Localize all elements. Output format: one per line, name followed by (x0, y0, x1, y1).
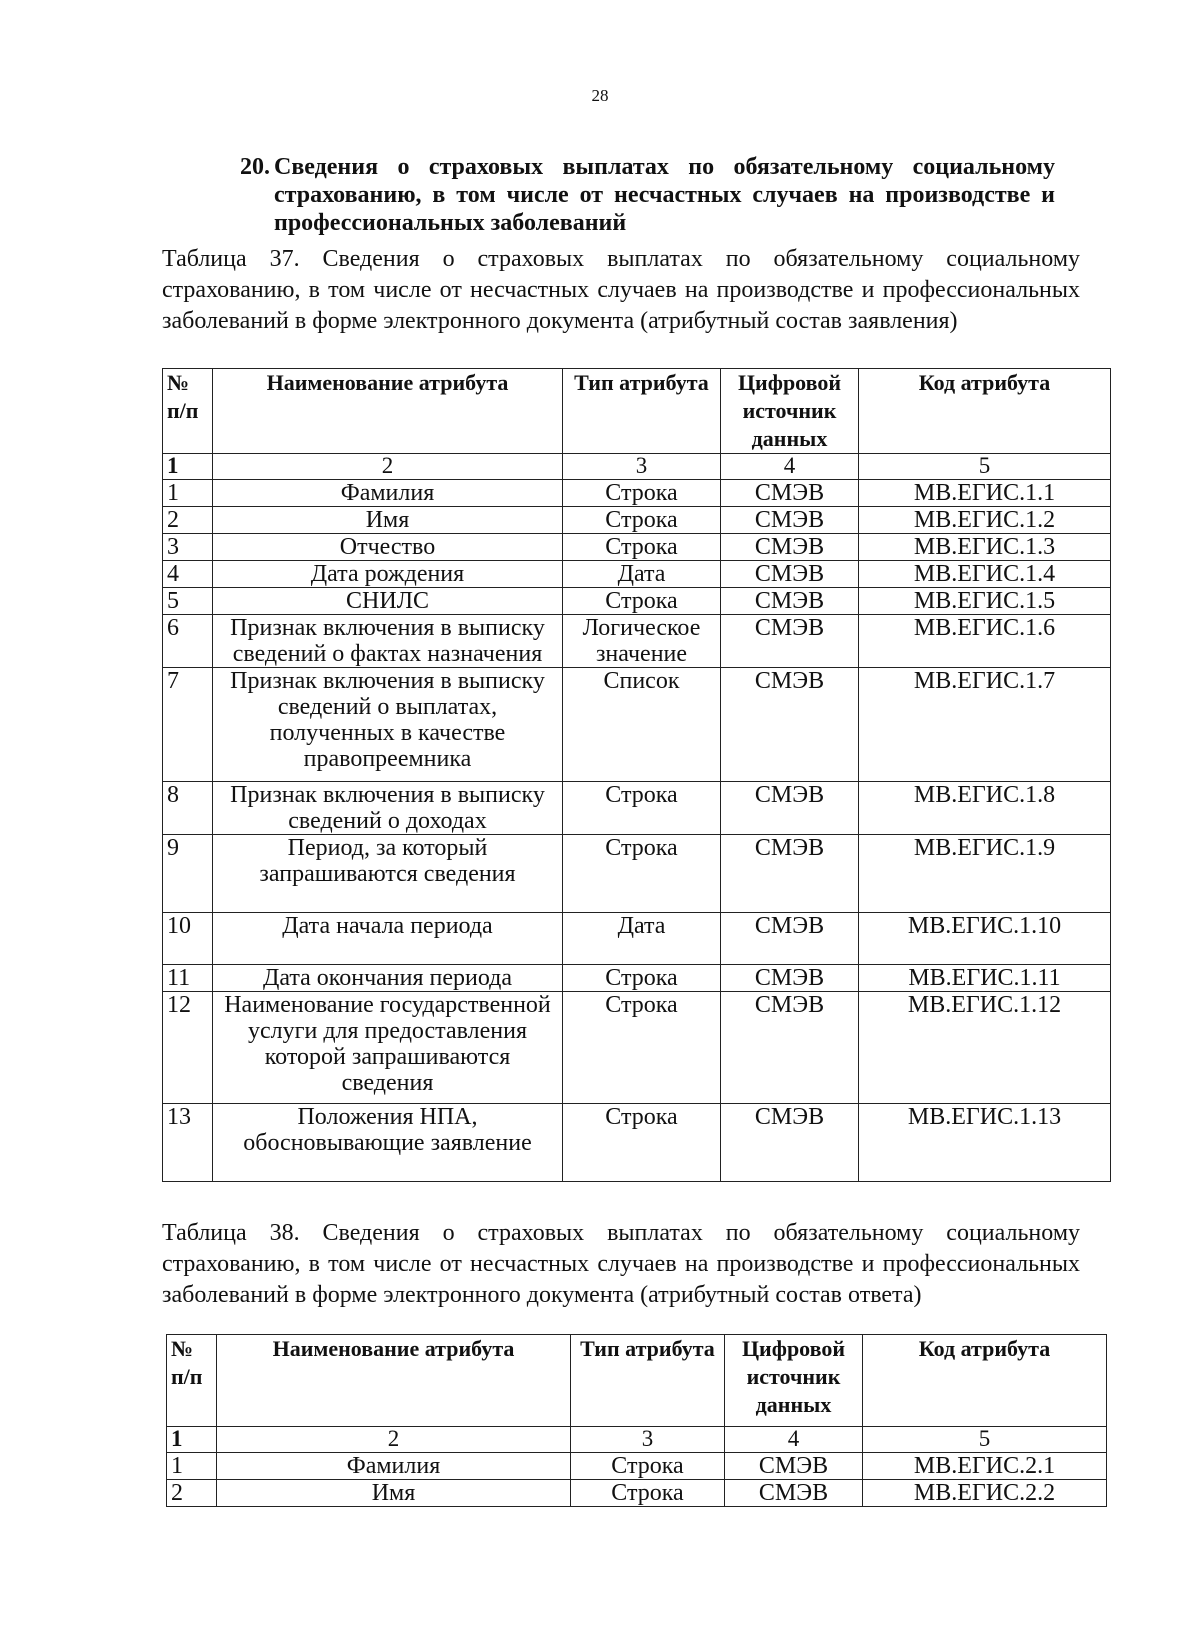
data-source-cell: СМЭВ (721, 965, 859, 992)
row-number-cell: 8 (163, 782, 213, 835)
table-row (163, 1104, 1111, 1182)
attribute-type-cell: Строка (563, 1104, 721, 1182)
header-attribute-type: Тип атрибута (571, 1335, 725, 1427)
attribute-name-cell: Признак включения в выписку сведений о доходах (213, 782, 563, 835)
table-row (163, 588, 1111, 615)
row-number-cell: 11 (163, 965, 213, 992)
row-number-cell: 2 (167, 1480, 217, 1507)
attribute-type-cell: Логическое значение (563, 615, 721, 668)
row-number-cell: 1 (167, 1453, 217, 1480)
attribute-code-cell: МВ.ЕГИС.1.9 (859, 835, 1111, 913)
row-number-cell: 13 (163, 1104, 213, 1182)
data-source-cell: СМЭВ (721, 534, 859, 561)
column-index-cell: 2 (213, 454, 563, 480)
column-index-cell: 4 (721, 454, 859, 480)
attribute-name-cell: Дата начала периода (213, 913, 563, 965)
table-row (163, 615, 1111, 668)
header-attribute-code: Код атрибута (859, 369, 1111, 454)
table-row (163, 534, 1111, 561)
column-index-row (163, 454, 1111, 480)
attribute-type-cell: Дата (563, 913, 721, 965)
header-attribute-name: Наименование атрибута (217, 1335, 571, 1427)
attribute-code-cell: МВ.ЕГИС.1.10 (859, 913, 1111, 965)
data-source-cell: СМЭВ (721, 561, 859, 588)
row-number-cell: 3 (163, 534, 213, 561)
table-row (163, 782, 1111, 835)
attribute-name-cell: Положения НПА, обосновывающие заявление (213, 1104, 563, 1182)
column-index-row (167, 1427, 1107, 1453)
attribute-code-cell: МВ.ЕГИС.1.12 (859, 992, 1111, 1104)
attribute-type-cell: Дата (563, 561, 721, 588)
attribute-type-cell: Строка (563, 965, 721, 992)
column-index-cell: 1 (163, 454, 213, 480)
table-row (163, 507, 1111, 534)
table-row (163, 835, 1111, 913)
table-37-caption: Таблица 37. Сведения о страховых выплатах по обязательному социальному страхованию, в том числе от несчастных случаев на производстве и профессиональных заболеваний в форме электронного документа (атрибутный состав заявления) (162, 246, 1080, 334)
header-attribute-code: Код атрибута (863, 1335, 1107, 1427)
attribute-code-cell: МВ.ЕГИС.1.5 (859, 588, 1111, 615)
attribute-code-cell: МВ.ЕГИС.1.13 (859, 1104, 1111, 1182)
attribute-name-cell: Фамилия (217, 1453, 571, 1480)
attribute-code-cell: МВ.ЕГИС.1.4 (859, 561, 1111, 588)
column-index-cell: 1 (167, 1427, 217, 1453)
table-37-body (163, 454, 1111, 1182)
table-row (163, 668, 1111, 782)
attribute-type-cell: Строка (563, 480, 721, 507)
table-37 (162, 368, 1111, 1182)
attribute-name-cell: Имя (213, 507, 563, 534)
attribute-name-cell: Дата окончания периода (213, 965, 563, 992)
row-number-cell: 5 (163, 588, 213, 615)
attribute-type-cell: Строка (563, 835, 721, 913)
attribute-code-cell: МВ.ЕГИС.1.8 (859, 782, 1111, 835)
row-number-cell: 10 (163, 913, 213, 965)
attribute-type-cell: Строка (571, 1480, 725, 1507)
attribute-type-cell: Строка (563, 782, 721, 835)
attribute-name-cell: Наименование государственной услуги для предоставления которой запрашиваются сведения (213, 992, 563, 1104)
attribute-name-cell: Имя (217, 1480, 571, 1507)
header-data-source: Цифровой источник данных (721, 369, 859, 454)
attribute-name-cell: Дата рождения (213, 561, 563, 588)
header-attribute-name: Наименование атрибута (213, 369, 563, 454)
attribute-code-cell: МВ.ЕГИС.1.3 (859, 534, 1111, 561)
column-index-cell: 4 (725, 1427, 863, 1453)
attribute-code-cell: МВ.ЕГИС.1.6 (859, 615, 1111, 668)
row-number-cell: 1 (163, 480, 213, 507)
table-row (163, 480, 1111, 507)
table-38 (166, 1334, 1107, 1507)
data-source-cell: СМЭВ (725, 1453, 863, 1480)
attribute-type-cell: Строка (563, 534, 721, 561)
row-number-cell: 2 (163, 507, 213, 534)
attribute-code-cell: МВ.ЕГИС.1.2 (859, 507, 1111, 534)
attribute-code-cell: МВ.ЕГИС.1.7 (859, 668, 1111, 782)
data-source-cell: СМЭВ (721, 1104, 859, 1182)
row-number-cell: 12 (163, 992, 213, 1104)
attribute-name-cell: СНИЛС (213, 588, 563, 615)
column-index-cell: 3 (563, 454, 721, 480)
table-header-row (163, 369, 1111, 454)
row-number-cell: 9 (163, 835, 213, 913)
header-number: № п/п (163, 369, 213, 454)
table-row (167, 1453, 1107, 1480)
attribute-name-cell: Период, за который запрашиваются сведения (213, 835, 563, 913)
column-index-cell: 5 (863, 1427, 1107, 1453)
header-data-source: Цифровой источник данных (725, 1335, 863, 1427)
data-source-cell: СМЭВ (721, 992, 859, 1104)
data-source-cell: СМЭВ (721, 588, 859, 615)
table-header-row (167, 1335, 1107, 1427)
data-source-cell: СМЭВ (721, 480, 859, 507)
data-source-cell: СМЭВ (721, 782, 859, 835)
table-row (167, 1480, 1107, 1507)
page-number: 28 (591, 86, 609, 105)
attribute-type-cell: Строка (563, 507, 721, 534)
attribute-code-cell: МВ.ЕГИС.1.1 (859, 480, 1111, 507)
data-source-cell: СМЭВ (721, 668, 859, 782)
table-row (163, 913, 1111, 965)
attribute-type-cell: Список (563, 668, 721, 782)
attribute-type-cell: Строка (563, 992, 721, 1104)
data-source-cell: СМЭВ (721, 615, 859, 668)
section-heading (240, 153, 1055, 237)
column-index-cell: 2 (217, 1427, 571, 1453)
header-attribute-type: Тип атрибута (563, 369, 721, 454)
attribute-type-cell: Строка (563, 588, 721, 615)
attribute-type-cell: Строка (571, 1453, 725, 1480)
attribute-name-cell: Отчество (213, 534, 563, 561)
section-number: 20. (240, 154, 270, 180)
attribute-name-cell: Признак включения в выписку сведений о фактах назначения (213, 615, 563, 668)
row-number-cell: 6 (163, 615, 213, 668)
data-source-cell: СМЭВ (725, 1480, 863, 1507)
attribute-code-cell: МВ.ЕГИС.2.1 (863, 1453, 1107, 1480)
section-title: Сведения о страховых выплатах по обязательному социальному страхованию, в том числе от несчастных случаев на производстве и профессиональных заболеваний (274, 154, 1055, 236)
header-number: № п/п (167, 1335, 217, 1427)
data-source-cell: СМЭВ (721, 507, 859, 534)
table-row (163, 965, 1111, 992)
column-index-cell: 5 (859, 454, 1111, 480)
data-source-cell: СМЭВ (721, 913, 859, 965)
table-38-caption: Таблица 38. Сведения о страховых выплатах по обязательному социальному страхованию, в том числе от несчастных случаев на производстве и профессиональных заболеваний в форме электронного документа (атрибутный состав ответа) (162, 1220, 1080, 1308)
attribute-code-cell: МВ.ЕГИС.2.2 (863, 1480, 1107, 1507)
row-number-cell: 7 (163, 668, 213, 782)
data-source-cell: СМЭВ (721, 835, 859, 913)
row-number-cell: 4 (163, 561, 213, 588)
table-row (163, 992, 1111, 1104)
table-38-body (167, 1427, 1107, 1507)
column-index-cell: 3 (571, 1427, 725, 1453)
attribute-code-cell: МВ.ЕГИС.1.11 (859, 965, 1111, 992)
attribute-name-cell: Фамилия (213, 480, 563, 507)
attribute-name-cell: Признак включения в выписку сведений о выплатах, полученных в качестве правопреемника (213, 668, 563, 782)
table-row (163, 561, 1111, 588)
